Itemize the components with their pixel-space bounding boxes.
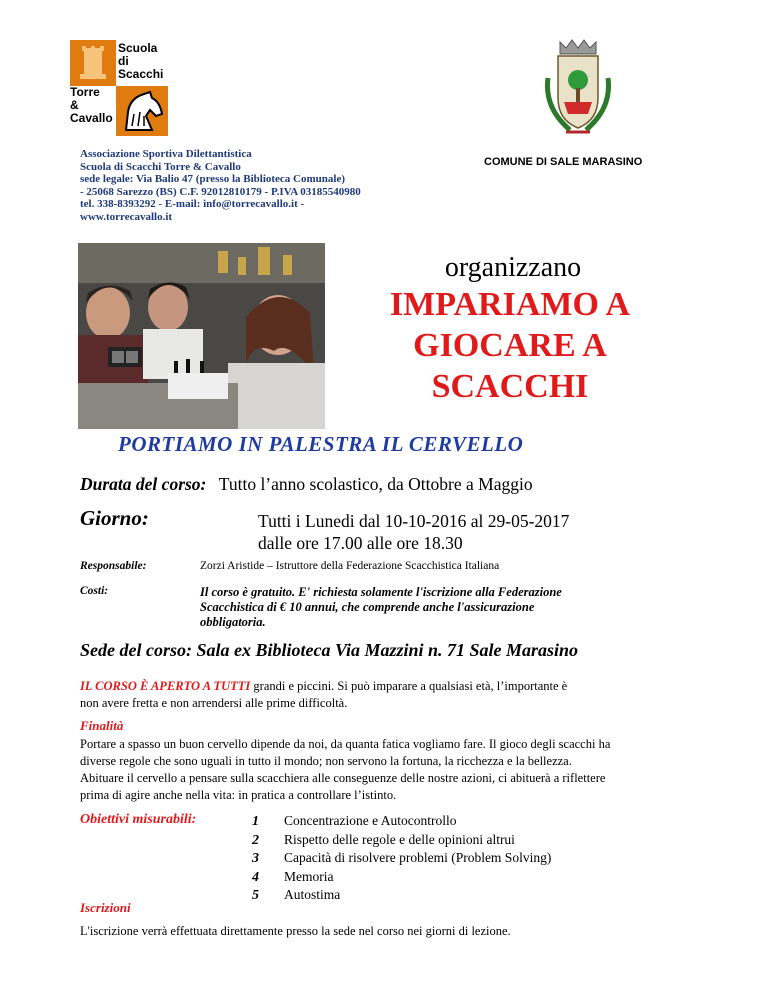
giorno-line: Tutti i Lunedi dal 10-10-2016 al 29-05-2017 xyxy=(258,511,570,531)
obiettivo-number: 2 xyxy=(252,832,259,848)
obiettivo-item xyxy=(252,849,551,868)
giorno-label: Giorno: xyxy=(80,506,149,530)
costi-label: Costi: xyxy=(80,585,109,597)
association-line: tel. 338-8393292 - E-mail: info@torrecavallo.it - xyxy=(80,198,305,210)
costi-line: Scacchistica di € 10 annui, che comprende anche l'assicurazione xyxy=(200,600,535,614)
finalita-line: Abituare il cervello a pensare sulla scacchiera alle conseguenze delle nostre azioni, ci abituerà a riflettere xyxy=(80,771,606,785)
coat-of-arms xyxy=(540,38,612,138)
aperto-paragraph xyxy=(80,678,692,712)
obiettivo-text: Concentrazione e Autocontrollo xyxy=(284,813,457,828)
obiettivo-text: Rispetto delle regole e delle opinioni altrui xyxy=(284,831,515,847)
responsabile-value: Zorzi Aristide – Istruttore della Federazione Scacchistica Italiana xyxy=(200,560,500,572)
aperto-highlight: IL CORSO È APERTO A TUTTI xyxy=(80,679,251,693)
logo-line: Torre xyxy=(70,85,100,99)
finalita-text xyxy=(80,736,692,804)
logo-line: Scacchi xyxy=(118,67,164,81)
headline-line: GIOCARE A xyxy=(413,327,607,364)
finalita-line: prima di agire anche nella vita: in pratica a controllare l’istinto. xyxy=(80,788,397,802)
obiettivi-title: Obiettivi misurabili: xyxy=(80,812,197,827)
obiettivo-number: 3 xyxy=(252,851,259,866)
obiettivo-text: Capacità di risolvere problemi (Problem Solving) xyxy=(284,850,552,865)
organizzano-text: organizzano xyxy=(444,252,582,283)
obiettivo-text: Memoria xyxy=(284,868,334,884)
durata-row xyxy=(80,474,533,495)
costi-line: obbligatoria. xyxy=(200,615,266,629)
aperto-text: grandi e piccini. Si può imparare a qualsiasi età, l’importante è xyxy=(250,679,568,693)
iscrizioni-text: L'iscrizione verrà effettuata direttamente presso la sede nel corso nei giorni di lezione. xyxy=(80,924,511,938)
school-logo xyxy=(70,40,180,140)
tagline: PORTIAMO IN PALESTRA IL CERVELLO xyxy=(118,432,524,456)
obiettivo-item xyxy=(252,886,551,905)
aperto-text: non avere fretta e non arrendersi alle prime difficoltà. xyxy=(80,696,348,710)
obiettivo-item xyxy=(252,812,551,831)
sede-corso: Sede del corso: Sala ex Biblioteca Via Mazzini n. 71 Sale Marasino xyxy=(80,640,579,660)
association-website: www.torrecavallo.it xyxy=(80,210,173,223)
association-line: Associazione Sportiva Dilettantistica xyxy=(80,148,252,160)
obiettivo-number: 5 xyxy=(252,888,259,903)
finalita-line: Portare a spasso un buon cervello dipende da noi, da quanta fatica vogliamo fare. Il gioco degli scacchi ha xyxy=(80,737,611,751)
association-info xyxy=(80,148,440,223)
association-line: Scuola di Scacchi Torre & Cavallo xyxy=(80,160,241,173)
finalita-title: Finalità xyxy=(80,718,124,733)
giorno-line: dalle ore 17.00 alle ore 18.30 xyxy=(258,533,463,553)
durata-value: Tutto l’anno scolastico, da Ottobre a Maggio xyxy=(218,474,533,494)
finalita-line: diverse regole che sono uguali in tutto il mondo; non servono la fortuna, la ricchezza e la bellezza. xyxy=(80,754,572,768)
iscrizioni-title: Iscrizioni xyxy=(80,900,131,915)
chess-players-photo xyxy=(78,243,325,429)
headline-line: IMPARIAMO A xyxy=(389,286,631,323)
knight-icon xyxy=(116,86,168,136)
association-line: - 25068 Sarezzo (BS) C.F. 92012810179 - P.IVA 03185540980 xyxy=(80,185,361,198)
logo-line: Cavallo xyxy=(70,111,113,125)
costi-value xyxy=(200,585,690,630)
comune-title: COMUNE DI SALE MARASINO xyxy=(484,156,643,168)
logo-line: & xyxy=(70,98,79,112)
obiettivo-item xyxy=(252,831,551,850)
main-headline xyxy=(360,284,660,407)
responsabile-label: Responsabile: xyxy=(80,560,147,572)
costi-line: Il corso è gratuito. E' richiesta solamente l'iscrizione alla Federazione xyxy=(200,585,562,599)
obiettivo-number: 4 xyxy=(252,869,259,885)
rook-icon xyxy=(70,40,116,86)
logo-line: di xyxy=(118,54,129,68)
association-line: sede legale: Via Balio 47 (presso la Biblioteca Comunale) xyxy=(80,173,346,185)
durata-label: Durata del corso: xyxy=(80,474,207,494)
obiettivo-text: Autostima xyxy=(284,887,341,902)
obiettivi-list xyxy=(252,812,551,905)
giorno-value xyxy=(258,510,569,554)
logo-line: Scuola xyxy=(118,41,158,55)
headline-line: SCACCHI xyxy=(431,368,589,405)
obiettivo-number: 1 xyxy=(252,814,259,829)
obiettivo-item xyxy=(252,868,551,887)
